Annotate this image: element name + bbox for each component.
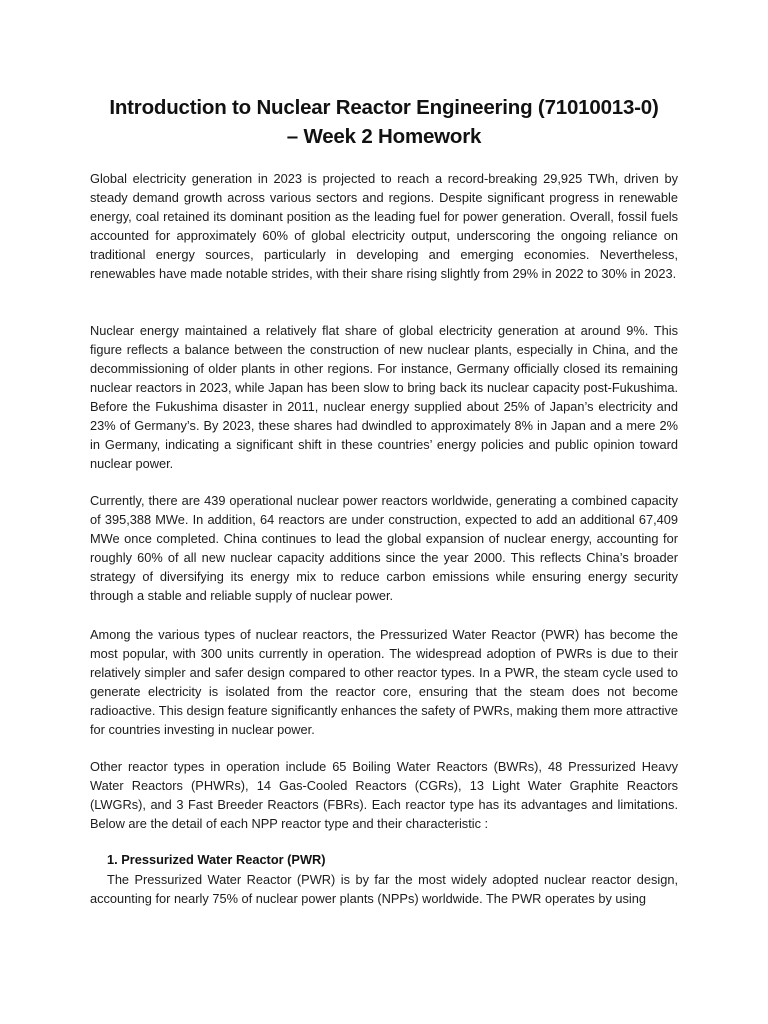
paragraph-other-reactor-types: Other reactor types in operation include 65 Boiling Water Reactors (BWRs), 48 Pressurized Heavy Water Reactors (PHWRs), 14 Gas-Cooled Reactors (CGRs), 13 Light Water Graphite Reactors (LWGRs), and 3 Fast Breeder Reactors (FBRs). Each reactor type has its advantages and limitations. Below are the detail of each NPP reactor type and their characteristic : bbox=[90, 759, 678, 831]
paragraph-operational-reactors: Currently, there are 439 operational nuclear power reactors worldwide, generating a combined capacity of 395,388 MWe. In addition, 64 reactors are under construction, expected to add an additional 67,409 MWe once completed. China continues to lead the global expansion of nuclear energy, accounting for roughly 60% of all new nuclear capacity additions since the year 2000. This reflects China’s broader strategy of diversifying its energy mix to reduce carbon emissions while ensuring energy security through a stable and reliable supply of nuclear power. bbox=[90, 493, 678, 603]
paragraph-global-electricity: Global electricity generation in 2023 is projected to reach a record-breaking 29,925 TWh, driven by steady demand growth across various sectors and regions. Despite significant progress in renewable energy, coal retained its dominant position as the leading fuel for power generation. Overall, fossil fuels accounted for approximately 60% of global electricity output, underscoring the ongoing reliance on traditional energy sources, particularly in developing and emerging economies. Nevertheless, renewables have made notable strides, with their share rising slightly from 29% in 2022 to 30% in 2023. bbox=[90, 171, 678, 281]
paragraph-pwr-popularity: Among the various types of nuclear reactors, the Pressurized Water Reactor (PWR) has become the most popular, with 300 units currently in operation. The widespread adoption of PWRs is due to their relatively simpler and safer design compared to other reactor types. In a PWR, the steam cycle used to generate electricity is isolated from the reactor core, ensuring that the steam does not become radioactive. This design feature significantly enhances the safety of PWRs, making them more attractive for countries investing in nuclear power. bbox=[90, 627, 678, 737]
paragraph-nuclear-share: Nuclear energy maintained a relatively flat share of global electricity generation at around 9%. This figure reflects a balance between the construction of new nuclear plants, especially in China, and the decommissioning of older plants in other regions. For instance, Germany officially closed its remaining nuclear reactors in 2023, while Japan has been slow to bring back its nuclear capacity post-Fukushima. Before the Fukushima disaster in 2011, nuclear energy supplied about 25% of Japan’s electricity and 23% of Germany’s. By 2023, these shares had dwindled to approximately 8% in Japan and a mere 2% in Germany, indicating a significant shift in these countries’ energy policies and public opinion toward nuclear power. bbox=[90, 323, 678, 471]
document-title-line-2: – Week 2 Homework bbox=[286, 125, 482, 148]
document-title bbox=[90, 93, 678, 151]
paragraph-pwr-description: The Pressurized Water Reactor (PWR) is by far the most widely adopted nuclear reactor design, accounting for nearly 75% of nuclear power plants (NPPs) worldwide. The PWR operates by using bbox=[90, 872, 678, 906]
section-heading-pwr: 1. Pressurized Water Reactor (PWR) bbox=[107, 852, 326, 867]
document-title-line-1: Introduction to Nuclear Reactor Engineering (71010013-0) bbox=[109, 96, 659, 119]
